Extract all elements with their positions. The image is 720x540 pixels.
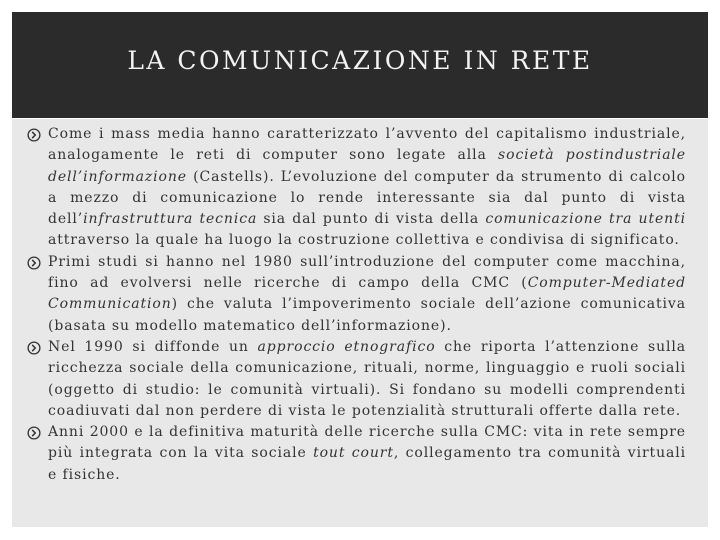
circled-chevron-right-icon: [27, 341, 41, 355]
bullet-text: Anni 2000 e la definitiva maturità delle ricerche sulla CMC: vita in rete sempre più integrata con la vita sociale: [48, 424, 686, 462]
italic-term: infrastruttura tecnica: [83, 211, 258, 228]
title-bar: [12, 12, 708, 118]
bullet-text: (Castells). L’evoluzione del computer da strumento di calcolo a mezzo di comunicazione lo rende interessante sia dal punto di vista dell’: [48, 168, 686, 228]
bullet-item-2000s: [48, 422, 686, 486]
italic-term: società postindustriale dell’informazione: [48, 147, 686, 185]
bullet-text: Primi studi si hanno nel 1980 sull’introduzione del computer come macchina, fino ad evolversi nelle ricerche di campo della CMC (: [48, 253, 686, 292]
bullet-text: attraverso la quale ha luogo la costruzione collettiva e condivisa di significato.: [48, 232, 680, 249]
circled-chevron-right-icon: [27, 256, 41, 270]
italic-term: approccio etnografico: [257, 338, 436, 355]
bullet-text: ) che valuta l’impoverimento sociale dell’azione comunicativa (basata su modello matematico dell’informazione).: [48, 296, 686, 334]
slide-title: LA COMUNICAZIONE IN RETE: [127, 45, 593, 75]
italic-term: tout court: [313, 445, 394, 462]
bullet-text: Nel 1990 si diffonde un: [48, 338, 258, 355]
italic-term: Computer-Mediated Communication: [48, 275, 686, 313]
content-area: [12, 119, 708, 527]
italic-term: comunicazione tra utenti: [485, 211, 686, 228]
circled-chevron-right-icon: [27, 426, 41, 440]
bullet-text: , collegamento tra comunità virtuali e fisiche.: [48, 445, 686, 483]
bullet-text: sia dal punto di vista della: [257, 211, 486, 228]
bullet-list: [12, 119, 708, 486]
bullet-item-castells: [48, 124, 686, 252]
bullet-item-cmc-1980: [48, 252, 686, 337]
bullet-text: Come i mass media hanno caratterizzato l’avvento del capitalismo industriale, analogamente le reti di computer sono legate alla: [48, 126, 686, 164]
bullet-text: che riporta l’attenzione sulla ricchezza sociale della comunicazione, rituali, norme, linguaggio e ruoli sociali (oggetto di studio: le comunità virtuali). Si fondano su modelli comprendenti coadiuvati dal non perdere di vista le potenzialità strutturali offerte dalla rete.: [48, 338, 687, 419]
circled-chevron-right-icon: [27, 128, 41, 142]
bullet-item-ethnographic-1990: [48, 337, 686, 422]
